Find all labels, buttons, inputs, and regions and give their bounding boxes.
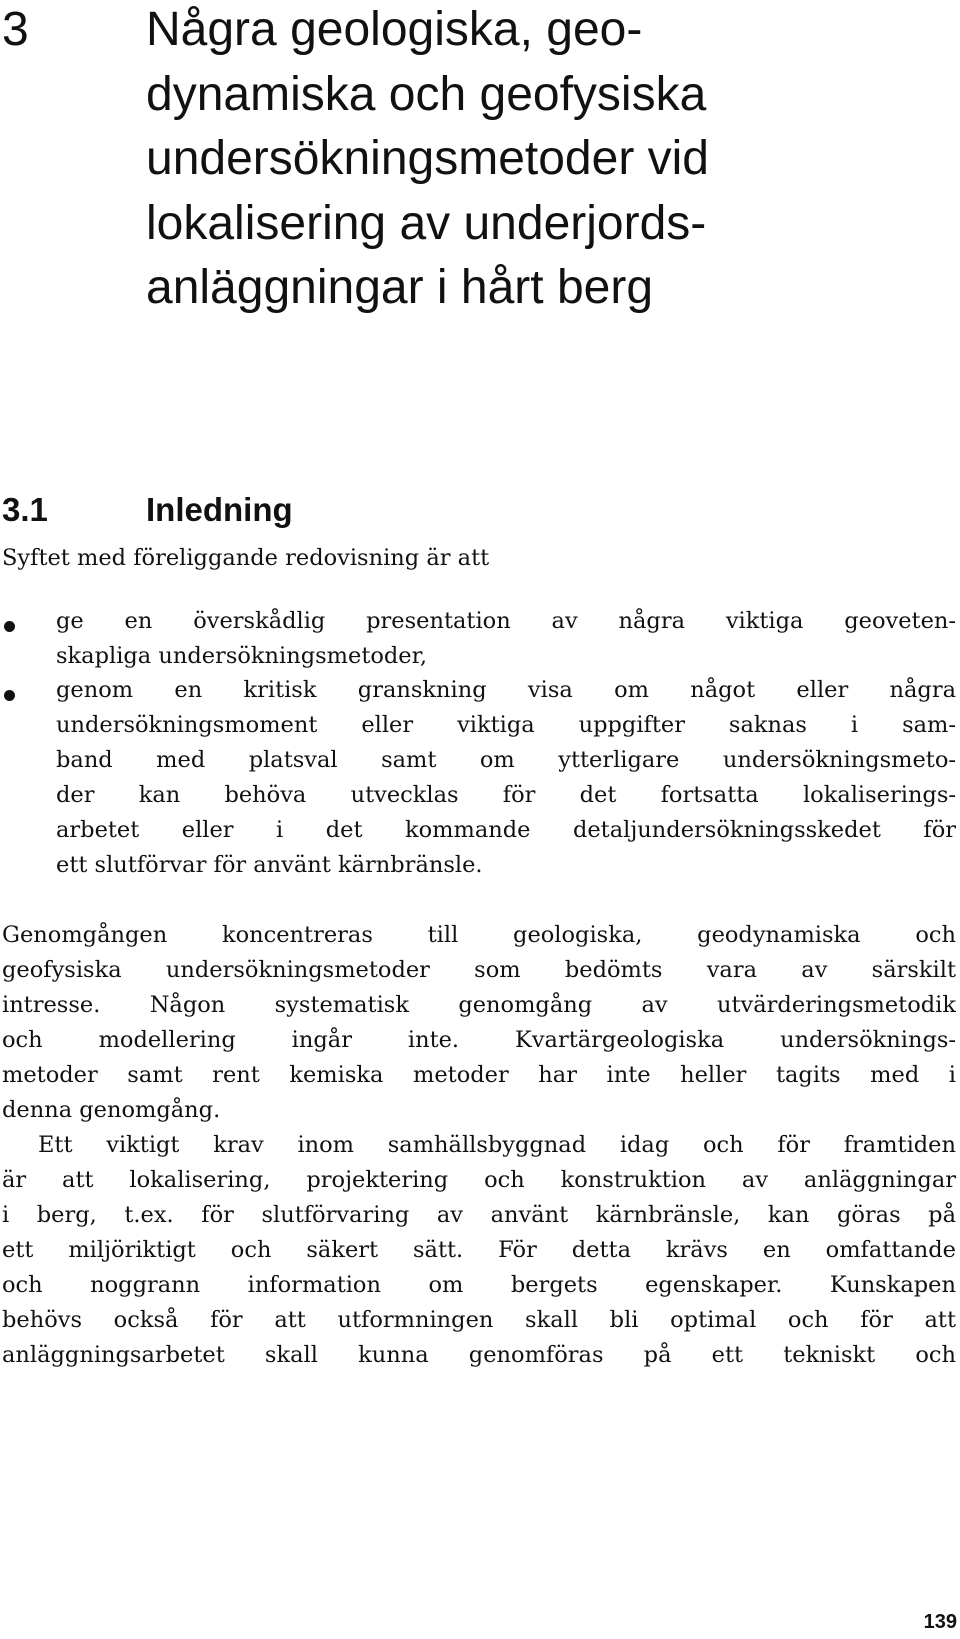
bullet-dot-icon	[4, 621, 15, 632]
paragraph-1-line: och modellering ingår inte. Kvartärgeologiska undersöknings-	[2, 1027, 956, 1053]
paragraph-1-line: denna genomgång.	[2, 1097, 221, 1123]
section-title: Inledning	[146, 491, 293, 528]
bullet-2-line: ett slutförvar för använt kärnbränsle.	[56, 852, 483, 878]
paragraph-2-line: och noggrann information om bergets egenskaper. Kunskapen	[2, 1272, 956, 1298]
intro-line: Syftet med föreliggande redovisning är att	[2, 545, 490, 571]
bullet-2-line: band med platsval samt om ytterligare undersökningsmeto-	[56, 747, 956, 773]
bullet-2-line: der kan behöva utvecklas för det fortsatta lokaliserings-	[56, 782, 956, 808]
bullet-1-line: ge en överskådlig presentation av några viktiga geoveten-	[56, 608, 956, 634]
bullet-2-line: undersökningsmoment eller viktiga uppgifter saknas i sam-	[56, 712, 956, 738]
chapter-number: 3	[2, 3, 29, 56]
paragraph-2-line: behövs också för att utformningen skall bli optimal och för att	[2, 1307, 956, 1333]
chapter-title-line: undersökningsmetoder vid	[146, 132, 709, 185]
bullet-2-line: arbetet eller i det kommande detaljundersökningsskedet för	[56, 817, 956, 843]
chapter-title-line: Några geologiska, geo-	[146, 3, 643, 56]
paragraph-2-line: är att lokalisering, projektering och konstruktion av anläggningar	[2, 1167, 956, 1193]
paragraph-2-line: i berg, t.ex. för slutförvaring av använt kärnbränsle, kan göras på	[2, 1202, 956, 1228]
chapter-title-line: anläggningar i hårt berg	[146, 261, 654, 314]
page-number: 139	[923, 1611, 957, 1633]
paragraph-1-line: Genomgången koncentreras till geologiska, geodynamiska och	[2, 922, 956, 948]
chapter-title-line: lokalisering av underjords-	[146, 196, 707, 250]
bullet-1-line: skapliga undersökningsmetoder,	[56, 643, 428, 669]
paragraph-2-line: anläggningsarbetet skall kunna genomföras på ett tekniskt och	[2, 1342, 956, 1368]
bullet-dot-icon	[4, 690, 15, 701]
bullet-2-line: genom en kritisk granskning visa om något eller några	[56, 677, 956, 703]
paragraph-1-line: intresse. Någon systematisk genomgång av utvärderingsmetodik	[2, 992, 956, 1018]
paragraph-2-line: ett miljöriktigt och säkert sätt. För detta krävs en omfattande	[2, 1237, 956, 1263]
chapter-title	[146, 0, 946, 321]
paragraph-1-line: metoder samt rent kemiska metoder har inte heller tagits med i	[2, 1062, 956, 1088]
chapter-title-line: dynamiska och geofysiska	[146, 67, 707, 121]
section-number: 3.1	[2, 491, 48, 528]
paragraph-2-line: Ett viktigt krav inom samhällsbyggnad idag och för framtiden	[38, 1132, 956, 1158]
paragraph-1-line: geofysiska undersökningsmetoder som bedömts vara av särskilt	[2, 957, 956, 983]
